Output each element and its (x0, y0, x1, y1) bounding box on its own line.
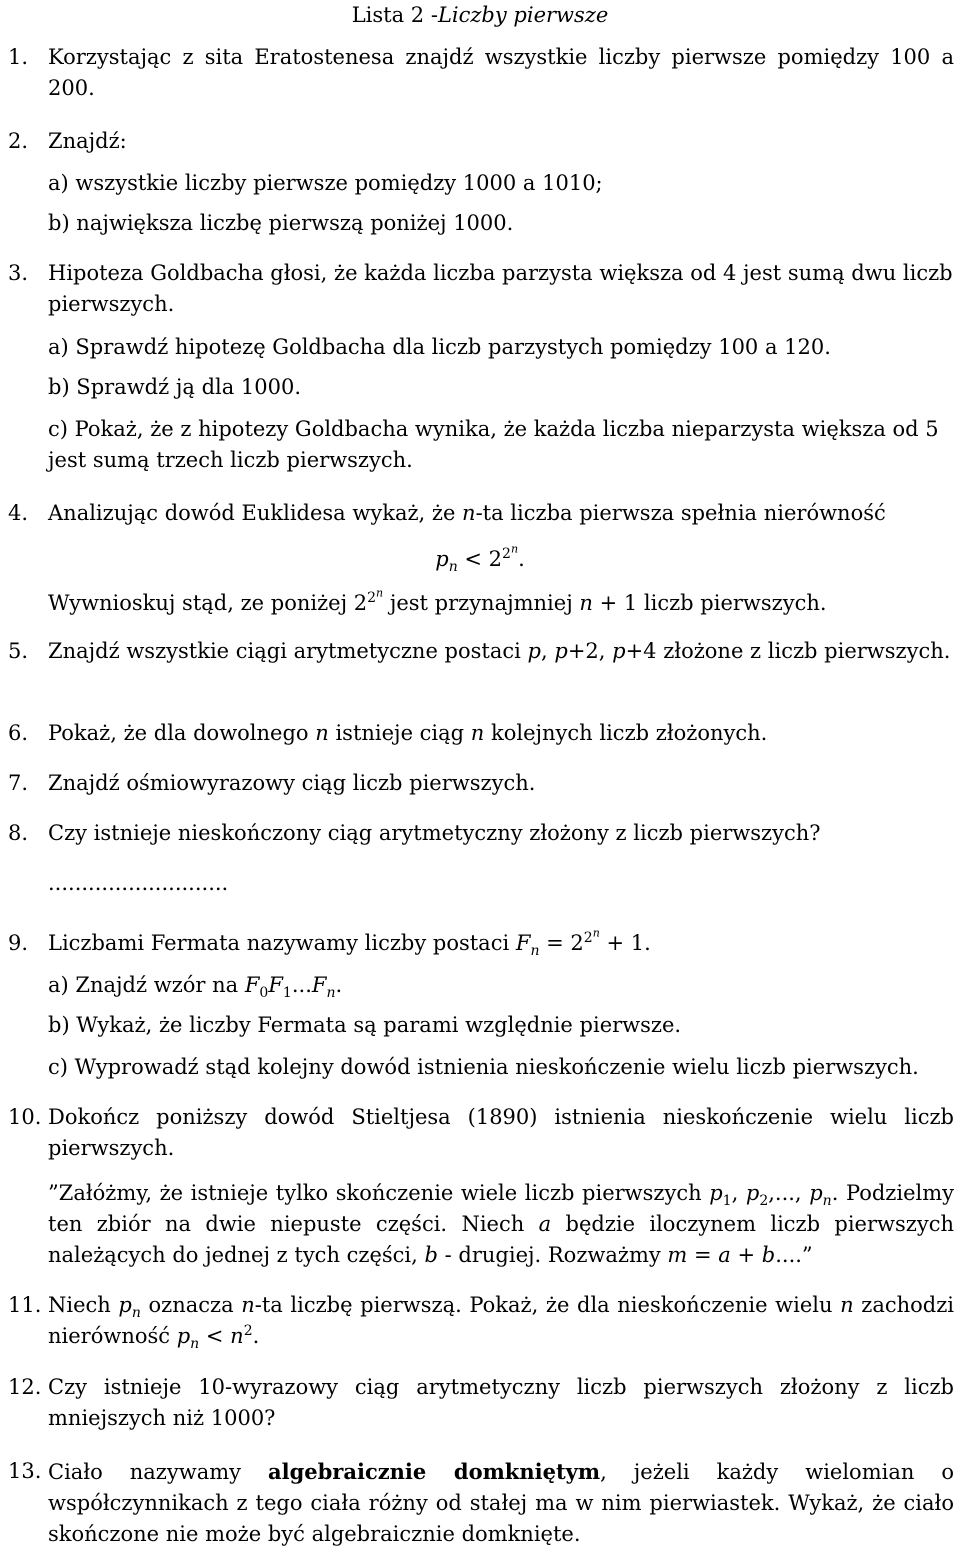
problem-2-a: a) wszystkie liczby pierwsze pomiędzy 1000 a 1010; (48, 171, 603, 195)
var-p: p (554, 639, 568, 663)
bold-term: algebraicznie domkniętym (267, 1459, 601, 1484)
problem-number: 7. (8, 771, 29, 795)
var-p: p (118, 1293, 132, 1317)
text: < (199, 1324, 231, 1348)
var-F: F (311, 973, 327, 997)
var-n: n (315, 721, 329, 745)
problem-6 (8, 718, 954, 749)
var-p: p (709, 1181, 723, 1205)
var-p: p (527, 639, 541, 663)
var-m: m (667, 1243, 688, 1267)
exp (367, 586, 384, 606)
text: ”Załóżmy, że istnieje tylko skończenie wiele liczb pierwszych (48, 1181, 710, 1205)
text: Ciało nazywamy (48, 1460, 268, 1484)
problem-9-c: c) Wyprowadź stąd kolejny dowód istnienia nieskończenie wielu liczb pierwszych. (48, 1055, 919, 1079)
text: istnieje ciąg (328, 721, 471, 745)
text: jest przynajmniej (383, 591, 580, 615)
problem-3 (8, 258, 954, 320)
exp-2: 2 (243, 1323, 253, 1339)
problem-number: 6. (8, 721, 29, 745)
var-n: n (840, 1293, 854, 1317)
text: kolejnych liczb złożonych. (484, 721, 768, 745)
problem-number: 2. (8, 129, 29, 153)
problem-number: 8. (8, 821, 29, 845)
text: , (731, 1181, 746, 1205)
problem-text (48, 498, 954, 529)
var-p: p (176, 1324, 191, 1348)
problem-text (48, 718, 954, 749)
problem-number: 10. (8, 1105, 42, 1129)
var-n: n (131, 1305, 141, 1322)
text: a) Znajdź wzór na (48, 973, 245, 997)
var-n: n (822, 1193, 832, 1210)
problem-9-b: b) Wykaż, że liczby Fermata są parami względnie pierwsze. (48, 1013, 682, 1037)
problem-5 (8, 636, 954, 667)
var-p: p (612, 639, 626, 663)
var-n: n (376, 586, 384, 600)
var-n: n (190, 1336, 200, 1353)
text: . (252, 1324, 260, 1348)
problem-text: Znajdź ośmiowyrazowy ciąg liczb pierwszych. (48, 771, 536, 795)
var-b: b (424, 1243, 438, 1267)
problem-number: 4. (8, 501, 29, 525)
sub-1: 1 (722, 1193, 732, 1210)
text: Znajdź wszystkie ciągi arytmetyczne postaci (48, 639, 528, 663)
sub-2: 2 (759, 1193, 769, 1210)
problem-11 (8, 1290, 954, 1352)
title-prefix: Lista 2 - (351, 3, 438, 27)
problem-3-b: b) Sprawdź ją dla 1000. (48, 375, 302, 399)
var-n: n (462, 501, 476, 525)
var-n: n (448, 559, 458, 576)
text: < 2 (457, 547, 503, 571)
problem-number: 12. (8, 1375, 42, 1399)
problem-9 (8, 928, 954, 959)
var-n: n (241, 1293, 255, 1317)
var-p: p (435, 547, 449, 571)
text: +4 złożone z liczb pierwszych. (625, 639, 951, 663)
sub-1: 1 (282, 985, 292, 1002)
text: Wywnioskuj stąd, ze poniżej 2 (48, 591, 368, 615)
problem-3-a: a) Sprawdź hipotezę Goldbacha dla liczb parzystych pomiędzy 100 a 120. (48, 335, 831, 359)
var-n: n (230, 1324, 244, 1348)
var-n: n (530, 943, 540, 960)
problem-4-conclusion (48, 588, 827, 619)
text: + (730, 1243, 762, 1267)
text: -ta liczba pierwsza spełnia nierówność (475, 501, 886, 525)
text: , jeżeli każdy wielomian o współczynnikach z tego ciała różny od stałej ma w nim pierwiastek. Wykaż, że ciało skończone nie może być algebraicznie domknięte. (48, 1460, 955, 1546)
text: -ta liczbę pierwszą. Pokaż, że dla nieskończenie wielu (254, 1293, 841, 1317)
problem-number: 9. (8, 931, 29, 955)
problem-9-a (48, 970, 342, 1001)
var-a: a (718, 1243, 731, 1267)
var-n: n (579, 591, 593, 615)
text: + 1 liczb pierwszych. (592, 591, 827, 615)
text: . (518, 547, 525, 571)
text: - drugiej. Rozważmy (437, 1243, 668, 1267)
problem-2-b: b) największa liczbę pierwszą poniżej 1000. (48, 211, 514, 235)
problem-text: Znajdź: (48, 129, 127, 153)
var-n: n (326, 985, 336, 1002)
problem-text: Korzystając z sita Eratostenesa znajdź wszystkie liczby pierwsze pomiędzy 100 a 200. (48, 45, 954, 100)
problem-7 (8, 768, 954, 799)
text: . (335, 973, 343, 997)
var-F: F (268, 973, 283, 997)
problem-text: Dokończ poniższy dowód Stieltjesa (1890) istnienia nieskończenie wielu liczb pierwszych. (48, 1105, 954, 1160)
text: będzie iloczynem liczb pierwszych należących do jednej z tych części, (48, 1212, 954, 1267)
var-p: p (745, 1181, 760, 1205)
text: , (541, 639, 555, 663)
problem-number: 13. (8, 1459, 42, 1483)
sub-0: 0 (259, 985, 269, 1002)
text: Liczbami Fermata nazywamy liczby postaci (48, 931, 516, 955)
text: oznacza (140, 1293, 242, 1317)
page-title (0, 0, 960, 31)
title-italic: Liczby pierwsze (437, 3, 609, 27)
exp-2: 2 (367, 590, 377, 606)
var-F: F (515, 931, 531, 955)
var-b: b (761, 1243, 776, 1267)
problem-number: 5. (8, 639, 29, 663)
text: ... (291, 973, 312, 997)
text: zachodzi nierówność (48, 1293, 954, 1348)
ellipsis-separator: ........................... (48, 871, 229, 895)
var-n: n (592, 926, 600, 940)
problem-13 (8, 1456, 954, 1550)
problem-text (48, 1456, 954, 1550)
problem-10 (8, 1102, 954, 1164)
problem-12 (8, 1372, 954, 1434)
exp-2: 2 (583, 930, 593, 946)
text: ....” (775, 1243, 813, 1267)
text: + 1. (599, 931, 651, 955)
text: Pokaż, że dla dowolnego (48, 721, 316, 745)
var-n: n (470, 721, 485, 745)
text: = (687, 1243, 719, 1267)
problem-text (48, 928, 954, 959)
problem-4 (8, 498, 954, 529)
text: +2, (567, 639, 613, 663)
problem-text (48, 1290, 954, 1352)
var-F: F (244, 973, 260, 997)
problem-text: Czy istnieje 10-wyrazowy ciąg arytmetyczny liczb pierwszych złożony z liczb mniejszych niż 1000? (48, 1375, 954, 1430)
text: . Podzielmy ten zbiór na dwie niepuste części. Niech (48, 1181, 955, 1236)
problem-number: 1. (8, 45, 29, 69)
exp (502, 542, 519, 562)
var-a: a (538, 1212, 552, 1236)
problem-text: Czy istnieje nieskończony ciąg arytmetyczny złożony z liczb pierwszych? (48, 821, 821, 845)
problem-number: 3. (8, 261, 29, 285)
problem-2 (8, 126, 954, 157)
problem-number: 11. (8, 1293, 42, 1317)
formula-pn-bound (0, 544, 960, 575)
problem-text (48, 636, 954, 667)
exp-2: 2 (502, 546, 511, 562)
problem-10-quote (48, 1178, 954, 1271)
text: Niech (48, 1293, 119, 1317)
var-p: p (809, 1181, 823, 1205)
var-n: n (510, 542, 519, 556)
problem-3-c: c) Pokaż, że z hipotezy Goldbacha wynika, że każda liczba nieparzysta większa od 5 jest sumą trzech liczb pierwszych. (48, 417, 939, 472)
problem-1 (8, 42, 954, 104)
text: ,..., (768, 1181, 810, 1205)
text: Analizując dowód Euklidesa wykaż, że (48, 501, 463, 525)
problem-text: Hipoteza Goldbacha głosi, że każda liczba parzysta większa od 4 jest sumą dwu liczb pierwszych. (48, 261, 953, 316)
sub-n (449, 559, 458, 575)
problem-8 (8, 818, 954, 849)
text: = 2 (539, 931, 584, 955)
